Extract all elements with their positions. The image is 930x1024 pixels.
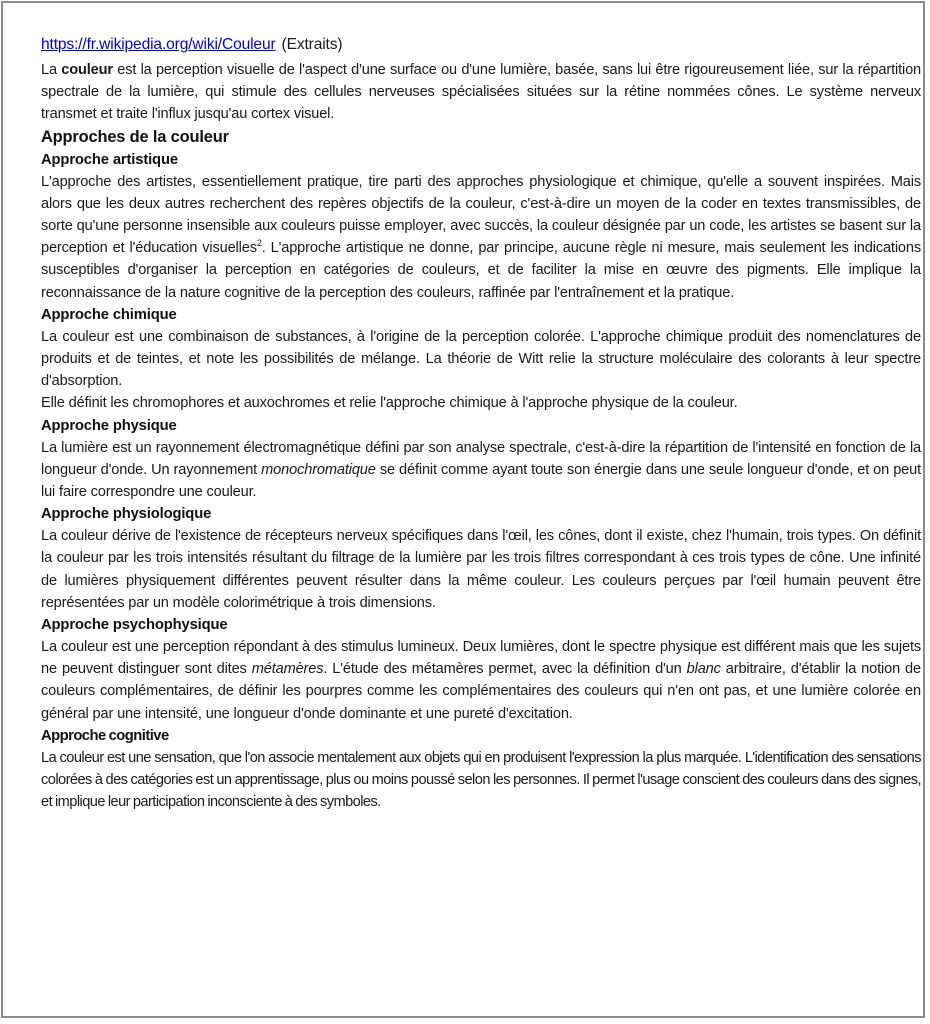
psychophysique-text-b: . L'étude des métamères permet, avec la définition d'un: [323, 661, 687, 678]
section-heading-physique: Approche physique: [41, 417, 177, 434]
section-heading-cognitive: Approche cognitive: [41, 727, 169, 744]
physique-text-b: se définit comme ayant toute son énergie dans une seule longueur d'onde, et on peut lui faire correspondre une couleur.: [41, 461, 921, 501]
section-heading-psychophysique: Approche psychophysique: [41, 617, 228, 634]
source-note: (Extraits): [281, 36, 343, 53]
psychophysique-text-c: arbitraire, d'établir la notion de couleurs complémentaires, de définir les pourpres comme les complémentaires des couleurs qui n'en ont pas, et une lumière colorée en général par une intensité, une longueur d'onde dominante et une pureté d'excitation.: [41, 661, 921, 722]
psychophysique-text-a: La couleur est une perception répondant à des stimulus lumineux. Deux lumières, dont le spectre physique est différent mais que les sujets ne peuvent distinguer sont dites: [41, 639, 921, 678]
source-line: [41, 34, 921, 56]
psychophysique-emphasis-1: métamères: [251, 661, 324, 678]
intro-term: couleur: [61, 62, 113, 78]
artistique-text-b: . L'approche artistique ne donne, par principe, aucune règle ni mesure, mais seulement les indications susceptibles d'organiser la perception en catégories de couleurs, et de faciliter la mise en œuvre des pigments. Elle implique la reconnaissance de la nature cognitive de la perception des couleurs, raffinée par l'entraînement et la pratique.: [41, 240, 922, 301]
source-link[interactable]: https://fr.wikipedia.org/wiki/Couleur: [41, 36, 276, 53]
section-paragraph-artistique: [41, 171, 921, 304]
footnote-ref[interactable]: 2: [256, 238, 262, 249]
physique-emphasis: monochromatique: [261, 461, 376, 478]
psychophysique-emphasis-2: blanc: [686, 661, 721, 678]
section-paragraph-cognitive: La couleur est une sensation, que l'on associe mentalement aux objets qui en produisent l'expression la plus marquée. L'identification des sensations colorées à des catégories est un apprentissage, plus ou moins poussé selon les personnes. Il permet l'usage conscient des couleurs dans des signes, et implique leur participation inconsciente à des symboles.: [41, 749, 921, 811]
document-content: [41, 34, 921, 813]
section-paragraph-physique: [41, 437, 921, 504]
section-heading-physiologique: Approche physiologique: [41, 506, 212, 523]
main-heading: Approches de la couleur: [41, 127, 229, 146]
section-paragraph-physiologique: La couleur dérive de l'existence de récepteurs nerveux spécifiques dans l'œil, les cônes, dont il existe, chez l'humain, trois types. On définit la couleur par les trois intensités résultant du filtrage de la lumière par les trois filtres correspondant à ces trois types de cône. Une infinité de lumières physiquement différentes peuvent résulter dans la même couleur. Les couleurs perçues par l'œil humain peuvent être représentées par un modèle colorimétrique à trois dimensions.: [41, 528, 921, 611]
section-heading-chimique: Approche chimique: [41, 306, 177, 323]
section-heading-artistique: Approche artistique: [41, 151, 178, 168]
artistique-text-a: L'approche des artistes, essentiellement pratique, tire parti des approches physiologique et chimique, qu'elle a souvent inspirées. Mais alors que les deux autres recherchent des repères objectifs de la couleur, c'est-à-dire un moyen de la coder en textes transmissibles, de sorte qu'une personne insensible aux couleurs puisse employer, avec succès, la couleur désignée par un code, les artistes se basent sur la perception et l'éducation visuelles: [41, 173, 921, 257]
physique-text-a: La lumière est un rayonnement électromagnétique défini par son analyse spectrale, c'est-à-dire la répartition de l'intensité en fonction de la longueur d'onde. Un rayonnement: [41, 439, 921, 478]
section-paragraph-psychophysique: [41, 636, 921, 725]
intro-lead: La: [41, 62, 62, 78]
section-paragraph-chimique-2: Elle définit les chromophores et auxochromes et relie l'approche chimique à l'approche physique de la couleur.: [41, 395, 738, 412]
intro-text: est la perception visuelle de l'aspect d'une surface ou d'une lumière, basée, sans lui être rigoureusement liée, sur la répartition spectrale de la lumière, qui stimule des cellules nerveuses spécialisées situées sur la rétine nommées cônes. Le système nerveux transmet et traite l'influx jusqu'au cortex visuel.: [41, 62, 921, 123]
document-frame: [1, 1, 925, 1018]
section-paragraph-chimique-1: La couleur est une combinaison de substances, à l'origine de la perception colorée. L'approche chimique produit des nomenclatures de produits et de teintes, et note les possibilités de mélange. La théorie de Witt relie la structure moléculaire des colorants à leur spectre d'absorption.: [41, 328, 921, 390]
intro-paragraph: [41, 59, 921, 126]
